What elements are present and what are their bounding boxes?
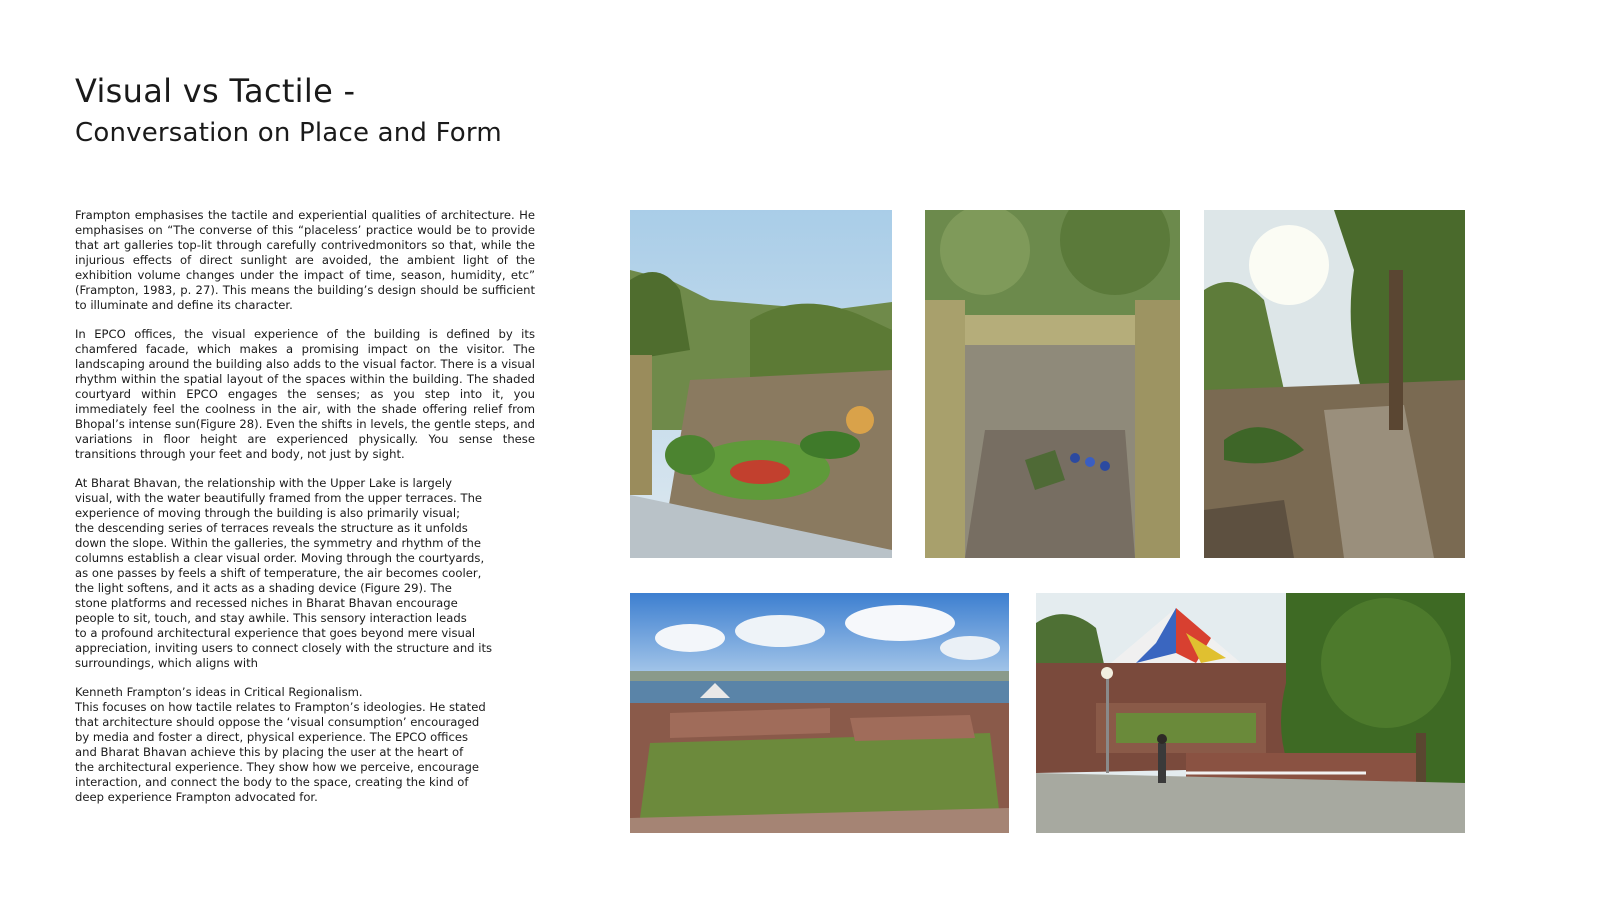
paragraph-epco: In EPCO offices, the visual experience of the building is defined by its chamfered facade, which makes a promising impact on the visitor. The landscaping around the building also adds to the visual factor. There is a visual rhythm within the spatial layout of the spaces within the building. The shaded courtyard within EPCO engages the senses; as you step into it, you immediately feel the coolness in the air, with the shade offering relief from Bhopal’s intense sun(Figure 28). Even the shifts in levels, the gentle steps, and variations in floor height are experienced physically. You sense these transitions through your feet and body, not just by sight. — [75, 327, 535, 461]
photo-tree-courtyard — [1204, 210, 1465, 558]
paragraph-frampton: Frampton emphasises the tactile and experiential qualities of architecture. He emphasises on “The converse of this “placeless’ practice would be to provide that art galleries top-lit through carefully contrivedmonitors so that, while the injurious effects of direct sunlight are avoided, the ambient light of the exhibition volume changes under the impact of time, season, humidity, etc” (Frampton, 1983, p. 27). This means the building’s design should be sufficient to illuminate and define its character. — [75, 208, 535, 312]
photo-pyramid-courtyard — [1036, 593, 1465, 833]
paragraph-critical-regionalism: Kenneth Frampton’s ideas in Critical Regionalism. This focuses on how tactile relates to Frampton’s ideologies. He stated that architecture should oppose the ‘visual consumption’ encouraged by media and foster a direct, physical experience. The EPCO offices and Bharat Bhavan achieve this by placing the user at the heart of the architectural experience. They show how we perceive, encourage interaction, and connect the body to the space, creating the kind of deep experience Frampton advocated for. — [75, 685, 486, 804]
page-title: Visual vs Tactile - — [75, 72, 356, 110]
page-subtitle: Conversation on Place and Form — [75, 118, 502, 148]
paragraph-bharat-bhavan: At Bharat Bhavan, the relationship with the Upper Lake is largely visual, with the water beautifully framed from the upper terraces. The experience of moving through the building is also primarily visual; the descending series of terraces reveals the structure as it unfolds down the slope. Within the galleries, the symmetry and rhythm of the columns establish a clear visual order. Moving through the courtyards, as one passes by feels a shift of temperature, the air becomes cooler, the light softens, and it acts as a shading device (Figure 29). The stone platforms and recessed niches in Bharat Bhavan encourage people to sit, touch, and stay awhile. This sensory interaction leads to a profound architectural experience that goes beyond mere visual appreciation, inviting users to connect closely with the structure and its surroundings, which aligns with — [75, 476, 493, 670]
photo-lake-terraces — [630, 593, 1009, 833]
photo-garden-terrace — [630, 210, 892, 558]
body-text — [75, 208, 535, 819]
photo-shaded-courtyard — [925, 210, 1180, 558]
